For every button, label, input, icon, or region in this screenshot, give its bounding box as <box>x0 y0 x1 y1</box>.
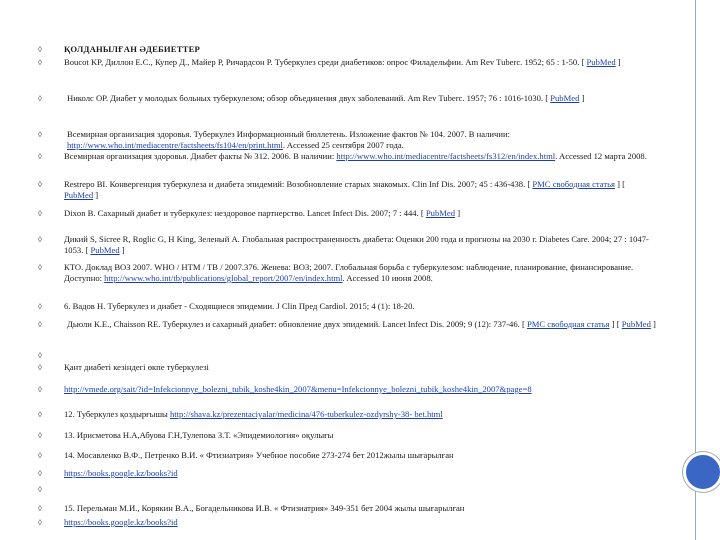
reference-text <box>44 517 656 528</box>
diamond-bullet-icon: ◊ <box>38 302 42 311</box>
reference-segment: Всемирная организация здоровья. Диабет факты № 312. 2006. В наличии: <box>64 151 337 161</box>
reference-link[interactable]: PubMed <box>550 93 580 103</box>
reference-segment: ] <box>650 319 656 329</box>
reference-item <box>38 468 656 479</box>
reference-segment: ] <box>615 57 621 67</box>
reference-text <box>44 44 656 55</box>
reference-link[interactable]: PMC свободная статья <box>526 319 610 329</box>
reference-segment: ] <box>119 245 125 255</box>
reference-text <box>44 468 656 479</box>
reference-segment: ] [ <box>615 179 626 189</box>
reference-item <box>38 93 656 104</box>
diamond-bullet-icon: ◊ <box>38 363 42 372</box>
diamond-bullet-icon: ◊ <box>38 485 42 494</box>
reference-segment: 14. Мосавленко В.Ф., Петренко В.И. « Фтизиатрия» Учебное пособие 273-274 бет 2012жылы шығарылған <box>64 450 454 460</box>
reference-segment: ] <box>455 208 461 218</box>
reference-segment: Всемирная организация здоровья. Туберкулез Информационный бюллетень. Изложение фактов № 104. 2007. В наличии: <box>67 129 510 139</box>
decorative-circle <box>683 452 720 492</box>
reference-item <box>38 503 656 514</box>
reference-link[interactable]: https://books.google.kz/books?id <box>64 468 178 478</box>
reference-text <box>44 362 656 373</box>
reference-link[interactable]: PubMed <box>90 245 120 255</box>
reference-item <box>38 319 656 330</box>
reference-item <box>38 517 656 528</box>
reference-text <box>44 179 656 201</box>
reference-link[interactable]: https://books.google.kz/books?id <box>64 517 178 527</box>
reference-link[interactable]: PubMed <box>425 208 456 218</box>
reference-item <box>38 208 656 219</box>
reference-link[interactable]: http://www.who.int/mediacentre/factsheets/fs104/en/print.html <box>67 140 283 150</box>
reference-item <box>38 129 656 151</box>
diamond-bullet-icon: ◊ <box>38 45 42 54</box>
diamond-bullet-icon: ◊ <box>38 431 42 440</box>
diamond-bullet-icon: ◊ <box>38 410 42 419</box>
diamond-bullet-icon: ◊ <box>38 263 42 272</box>
reference-item <box>38 384 656 395</box>
reference-item <box>38 409 656 420</box>
reference-item <box>38 430 656 441</box>
diamond-bullet-icon: ◊ <box>38 451 42 460</box>
reference-segment: Қант диабеті кезіндегі өкпе туберкулезі <box>64 362 209 372</box>
reference-segment: Дьюли К.Е., Chaisson RE. Туберкулез и сахарный диабет: обновление двух эпидемий. Lancet Infect Dis. 2009; 9 (12): 737-46. [ <box>67 319 527 329</box>
reference-link[interactable]: PMC свободная статья <box>532 179 616 189</box>
reference-link[interactable]: http://vmede.org/sait/?id=Infekcionnye_bolezni_tubik_koshe4kin_2007&menu=Infekcionnye_bolezni_tubik_koshe4kin_2007&page=8 <box>64 384 532 394</box>
diamond-bullet-icon: ◊ <box>38 94 42 103</box>
reference-text <box>44 409 656 420</box>
reference-text <box>44 234 656 256</box>
reference-text <box>44 301 656 312</box>
reference-segment: 13. Ирисметова Н.А,Абуова Г.Н,Тулепова З.Т. «Эпидемиология» оқулығы <box>64 430 334 440</box>
reference-text <box>44 57 656 68</box>
reference-text <box>44 208 656 219</box>
reference-link[interactable]: http://www.who.int/tb/publications/global_report/2007/en/index.html <box>104 273 343 283</box>
reference-item <box>38 44 656 55</box>
reference-item <box>38 234 656 256</box>
reference-link[interactable]: PubMed <box>586 57 616 67</box>
diamond-bullet-icon: ◊ <box>38 209 42 218</box>
diamond-bullet-icon: ◊ <box>38 469 42 478</box>
reference-text <box>44 503 656 514</box>
reference-segment: Dixon B. Сахарный диабет и туберкулез: нездоровое партнерство. Lancet Infect Dis. 2007; 7 : 444. [ <box>64 208 426 218</box>
reference-segment: 6. Вадов Н. Туберкулез и диабет - Сходящиеся эпидемии. J Clin Пред Cardiol. 2015; 4 (1): 18-20. <box>64 301 415 311</box>
reference-segment: ] <box>579 93 585 103</box>
reference-text <box>44 450 656 461</box>
reference-segment: Николс ОР. Диабет у молодых больных туберкулезом; обзор объединения двух заболеваний. Am Rev Tuberc. 1957; 76 : 1016-1030. [ <box>67 93 551 103</box>
references-heading: ҚОЛДАНЫЛҒАН ӘДЕБИЕТТЕР <box>64 44 200 54</box>
reference-link[interactable]: PubMed <box>621 319 651 329</box>
reference-text <box>44 129 656 151</box>
reference-item <box>38 151 656 162</box>
reference-segment: Restrepo BI. Конвергенция туберкулеза и диабета эпидемий: Возобновление старых знакомых. Clin Inf Dis. 2007; 45 : 436-438. [ <box>64 179 533 189</box>
diamond-bullet-icon: ◊ <box>38 385 42 394</box>
reference-segment: . Accessed 10 июня 2008. <box>342 273 433 283</box>
reference-item <box>38 301 656 312</box>
reference-item <box>38 262 656 284</box>
reference-item <box>38 450 656 461</box>
reference-link[interactable]: PubMed <box>64 190 94 200</box>
reference-segment: Boucot KP, Диллон Е.С., Купер Д., Майер Р, Ричардсон Р. Туберкулез среди диабетиков: опрос Филадельфии. Am Rev Tuberc. 1952; 65 : 1-50. [ <box>64 57 587 67</box>
diamond-bullet-icon: ◊ <box>38 130 42 139</box>
reference-text <box>44 151 656 162</box>
reference-text <box>44 262 656 284</box>
reference-segment: ] <box>93 190 99 200</box>
reference-segment: . Accessed 25 сентября 2007 года. <box>282 140 404 150</box>
diamond-bullet-icon: ◊ <box>38 152 42 161</box>
reference-item <box>38 179 656 201</box>
reference-segment: КТО. Доклад ВОЗ 2007. WHO / HTM / TB / 2007.376. Женева: ВОЗ; 2007. Глобальная борьба с туберкулезом: наблюдение, планирование, финансирование. Доступно: <box>64 262 634 283</box>
reference-segment: ] [ <box>609 319 622 329</box>
reference-text <box>44 93 656 104</box>
reference-text <box>44 319 656 330</box>
reference-link[interactable]: http://www.who.int/mediacentre/factsheets/fs312/en/index.html <box>336 151 556 161</box>
reference-text <box>44 384 656 395</box>
diamond-bullet-icon: ◊ <box>38 518 42 527</box>
reference-item <box>38 362 656 373</box>
diamond-bullet-icon: ◊ <box>38 504 42 513</box>
diamond-bullet-icon: ◊ <box>38 320 42 329</box>
reference-segment: 15. Перельман М.И., Корякин В.А., Богадельникова И.В. « Фтизиатрия» 349-351 бет 2004 жылы шығарылған <box>64 503 465 513</box>
diamond-bullet-icon: ◊ <box>38 180 42 189</box>
diamond-bullet-icon: ◊ <box>38 351 42 360</box>
reference-item <box>38 57 656 68</box>
reference-text <box>44 430 656 441</box>
diamond-bullet-icon: ◊ <box>38 235 42 244</box>
reference-segment: . Accessed 12 марта 2008. <box>555 151 647 161</box>
reference-link[interactable]: http://shava.kz/prezentaciyalar/medicina/476-tuberkulez-ozdyrshy-38- bet.html <box>169 409 443 419</box>
diamond-bullet-icon: ◊ <box>38 58 42 67</box>
reference-segment: 12. Туберкулез қоздырғышы <box>64 409 170 419</box>
reference-segment: Дикий S, Sicree R, Roglic G, H King, Зеленый А. Глобальная распространенность диабета: Оценки 200 года и прогнозы на 2030 г. Diabetes Care. 2004; 27 : 1047-1053. [ <box>64 234 649 255</box>
